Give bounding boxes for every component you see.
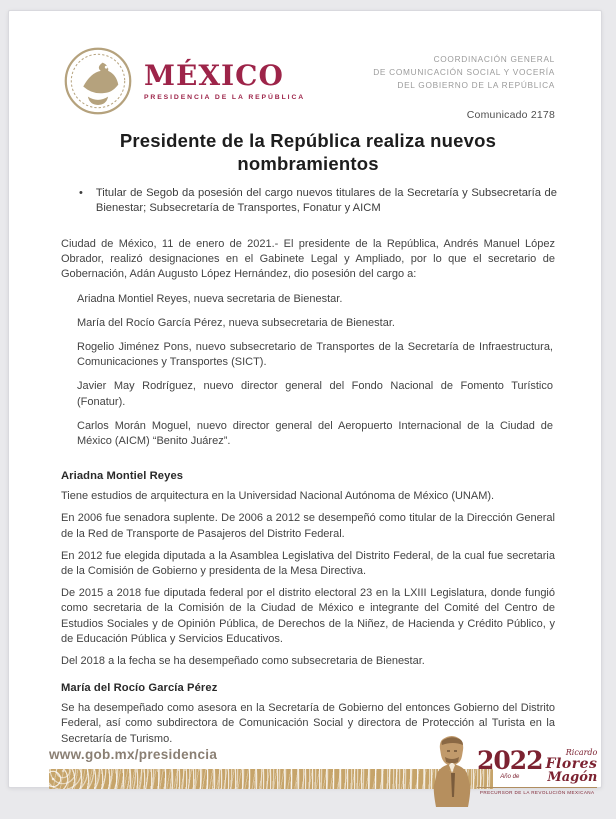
- mexico-wordmark: MÉXICO: [144, 58, 284, 92]
- bio-paragraph: En 2006 fue senadora suplente. De 2006 a 2012 se desempeñó como titular de la Dirección General de la Red de Transporte de Pasajeros del Distrito Federal.: [61, 512, 555, 540]
- appointment-item: Rogelio Jiménez Pons, nuevo subsecretario de Transportes de la Secretaría de Infraestructura, Comunicaciones y Transportes (SICT).: [77, 341, 553, 369]
- summary-bullet: [79, 186, 557, 216]
- mexico-coat-of-arms-icon: [61, 46, 135, 116]
- comunicado-number: Comunicado 2178: [466, 109, 555, 121]
- agency-line: DE COMUNICACIÓN SOCIAL Y VOCERÍA: [373, 67, 555, 77]
- summary-bullet-text: Titular de Segob da posesión del cargo nuevos titulares de la Secretaría y Subsecretaría de Bienestar; Subsecretaría de Transportes, Fonatur y AICM: [95, 187, 557, 214]
- bio-paragraph: Tiene estudios de arquitectura en la Universidad Nacional Autónoma de México (UNAM).: [61, 490, 495, 503]
- bio-paragraph: Se ha desempeñado como asesora en la Secretaría de Gobierno del entonces Gobierno del Distrito Federal, así como subdirectora de Comunicación Social y directora de Protección al Turista en la Secretaría de Turismo.: [61, 702, 555, 745]
- bio-section-ariadna-montiel: [61, 470, 555, 669]
- year-2022-flores-magon-logo: [429, 733, 598, 809]
- presidencia-logo: [61, 41, 305, 121]
- appointment-item: María del Rocío García Pérez, nueva subsecretaria de Bienestar.: [77, 316, 395, 329]
- agency-line: COORDINACIÓN GENERAL: [433, 54, 555, 64]
- document-footer: [9, 747, 601, 819]
- appointment-item: Carlos Morán Moguel, nuevo director general del Aeropuerto Internacional de la Ciudad de México (AICM) “Benito Juárez”.: [77, 419, 553, 448]
- year-logo-text: [477, 733, 597, 795]
- year-logo-tagline: PRECURSOR DE LA REVOLUCIÓN MEXICANA: [477, 787, 597, 795]
- press-release-page: [8, 10, 602, 795]
- ricardo-flores-magon-portrait-icon: [429, 733, 475, 807]
- gob-mx-url: www.gob.mx/presidencia: [49, 746, 218, 762]
- bio-heading: Ariadna Montiel Reyes: [61, 470, 184, 483]
- bio-paragraph: De 2015 a 2018 fue diputada federal por el distrito electoral 23 en la LXIII Legislatura, donde fungió como secretaria de la Comisión de la Ciudad de México e integrante del Comité del Centro de Estudios Sociales y de Opinión Pública, de Derechos de la Niñez, de Hacienda y Crédito Público, y de Educación Pública y Servicios Educativos.: [61, 587, 555, 645]
- brand-text: [144, 58, 306, 101]
- appointments-list: [77, 292, 553, 450]
- press-release-title: Presidente de la República realiza nuevos nombramientos: [119, 130, 497, 174]
- name-line: Flores: [545, 755, 598, 772]
- bio-paragraph: En 2012 fue elegida diputada a la Asamblea Legislativa del Distrito Federal, de la cual fue secretaria de la Comisión de Gobierno y presidenta de la Mesa Directiva.: [61, 549, 555, 578]
- presidencia-subtitle: PRESIDENCIA DE LA REPÚBLICA: [144, 93, 306, 101]
- name-line: Ricardo: [565, 747, 598, 757]
- flores-magon-name: [546, 749, 598, 784]
- greca-pattern-band: [49, 769, 493, 789]
- document-header: [61, 11, 555, 121]
- bio-heading: María del Rocío García Pérez: [61, 682, 218, 695]
- year-2022-label: 2022: [477, 745, 543, 775]
- bio-paragraph: Del 2018 a la fecha se ha desempeñado como subsecretaria de Bienestar.: [61, 655, 425, 668]
- appointment-item: Javier May Rodríguez, nuevo director general del Fondo Nacional de Fomento Turístico (Fonatur).: [77, 380, 553, 408]
- name-line: Magón: [547, 769, 598, 785]
- agency-name: [373, 53, 555, 92]
- lead-paragraph: Ciudad de México, 11 de enero de 2021.- El presidente de la República, Andrés Manuel López Obrador, realizó designaciones en el Gabinete Legal y Ampliado, por lo que el secretario de Gobernación, Adán Augusto López Hernández, dio posesión del cargo a:: [61, 238, 555, 281]
- header-right: [373, 41, 555, 121]
- agency-line: DEL GOBIERNO DE LA REPÚBLICA: [397, 80, 555, 90]
- appointment-item: Ariadna Montiel Reyes, nueva secretaria de Bienestar.: [77, 292, 343, 305]
- ano-de-label: Año de: [500, 773, 520, 780]
- bullet-icon: •: [79, 187, 83, 199]
